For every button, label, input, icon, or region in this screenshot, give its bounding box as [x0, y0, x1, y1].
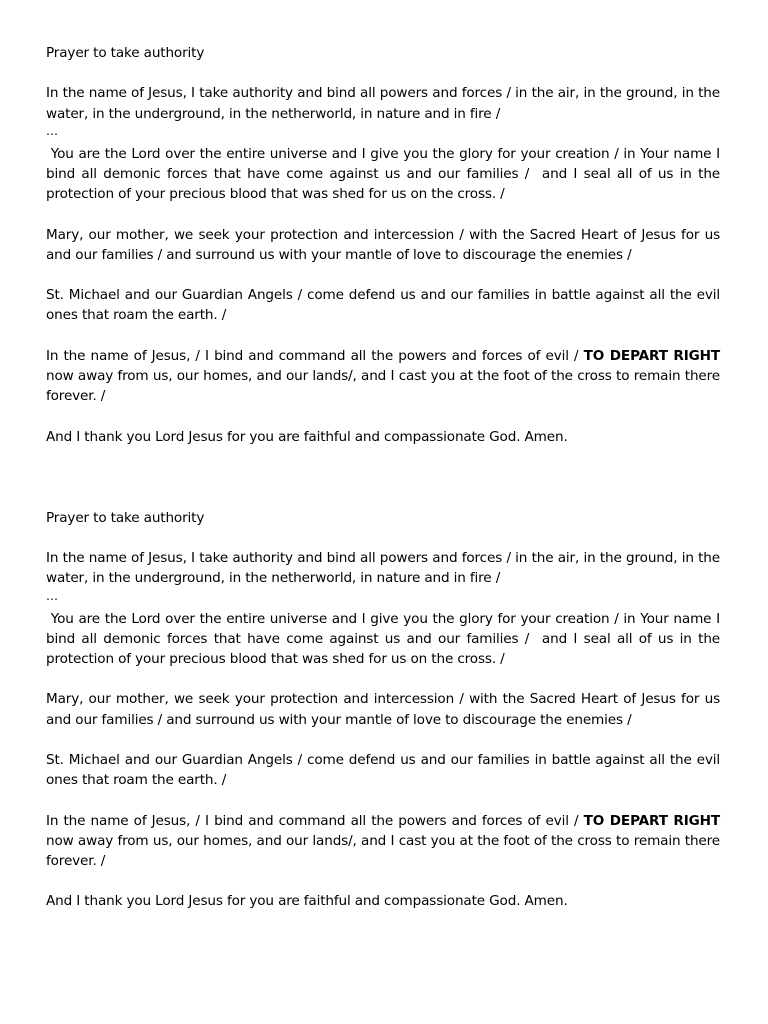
- command-text-end: now away from us, our homes, and our lands/, and I cast you at the foot of the cross to remain there forever. /: [46, 347, 725, 405]
- command-emphasis: TO DEPART RIGHT: [583, 347, 721, 364]
- document-page: [46, 43, 725, 912]
- paragraph-lordship: You are the Lord over the entire universe and I give you the glory for your creation / in Your name I bind all demonic forces that have come against us and our families / and I seal all of us in the protection of your precious blood that was shed for us on the cross. /: [46, 610, 725, 667]
- paragraph-authority: In the name of Jesus, I take authority and bind all powers and forces / in the air, in the ground, in the water, in the underground, in the netherworld, in nature and in fire /: [46, 85, 720, 122]
- prayer-title: Prayer to take authority: [46, 45, 205, 61]
- prayer-section: [46, 508, 725, 912]
- paragraph-st-michael: St. Michael and our Guardian Angels / come defend us and our families in battle against all the evil ones that roam the earth. /: [46, 287, 720, 324]
- paragraph-lordship: You are the Lord over the entire universe and I give you the glory for your creation / in Your name I bind all demonic forces that have come against us and our families / and I seal all of us in the protection of your precious blood that was shed for us on the cross. /: [46, 145, 725, 203]
- paragraph-command: [46, 811, 725, 872]
- command-text-start: In the name of Jesus, / I bind and command all the powers and forces of evil /: [46, 347, 584, 364]
- paragraph-mary: Mary, our mother, we seek your protection and intercession / with the Sacred Heart of Jesus for us and our families / and surround us with your mantle of love to discourage the enemies /: [46, 691, 720, 728]
- command-text-end: now away from us, our homes, and our lands/, and I cast you at the foot of the cross to remain there forever. /: [46, 812, 725, 869]
- paragraph-command: [46, 346, 725, 407]
- prayer-title: Prayer to take authority: [46, 509, 205, 526]
- paragraph-authority: In the name of Jesus, I take authority and bind all powers and forces / in the air, in the ground, in the water, in the underground, in the netherworld, in nature and in fire /: [46, 550, 720, 587]
- ellipsis-marker: …: [46, 123, 58, 138]
- paragraph-thanksgiving: And I thank you Lord Jesus for you are faithful and compassionate God. Amen.: [46, 428, 568, 445]
- command-emphasis: TO DEPART RIGHT: [583, 812, 721, 829]
- paragraph-mary: Mary, our mother, we seek your protection and intercession / with the Sacred Heart of Jesus for us and our families / and surround us with your mantle of love to discourage the enemies /: [46, 226, 720, 263]
- ellipsis-marker: …: [46, 588, 58, 603]
- paragraph-thanksgiving: And I thank you Lord Jesus for you are faithful and compassionate God. Amen.: [46, 893, 568, 910]
- command-text-start: In the name of Jesus, / I bind and command all the powers and forces of evil /: [46, 812, 584, 829]
- prayer-section: [46, 43, 725, 447]
- paragraph-st-michael: St. Michael and our Guardian Angels / come defend us and our families in battle against all the evil ones that roam the earth. /: [46, 751, 720, 789]
